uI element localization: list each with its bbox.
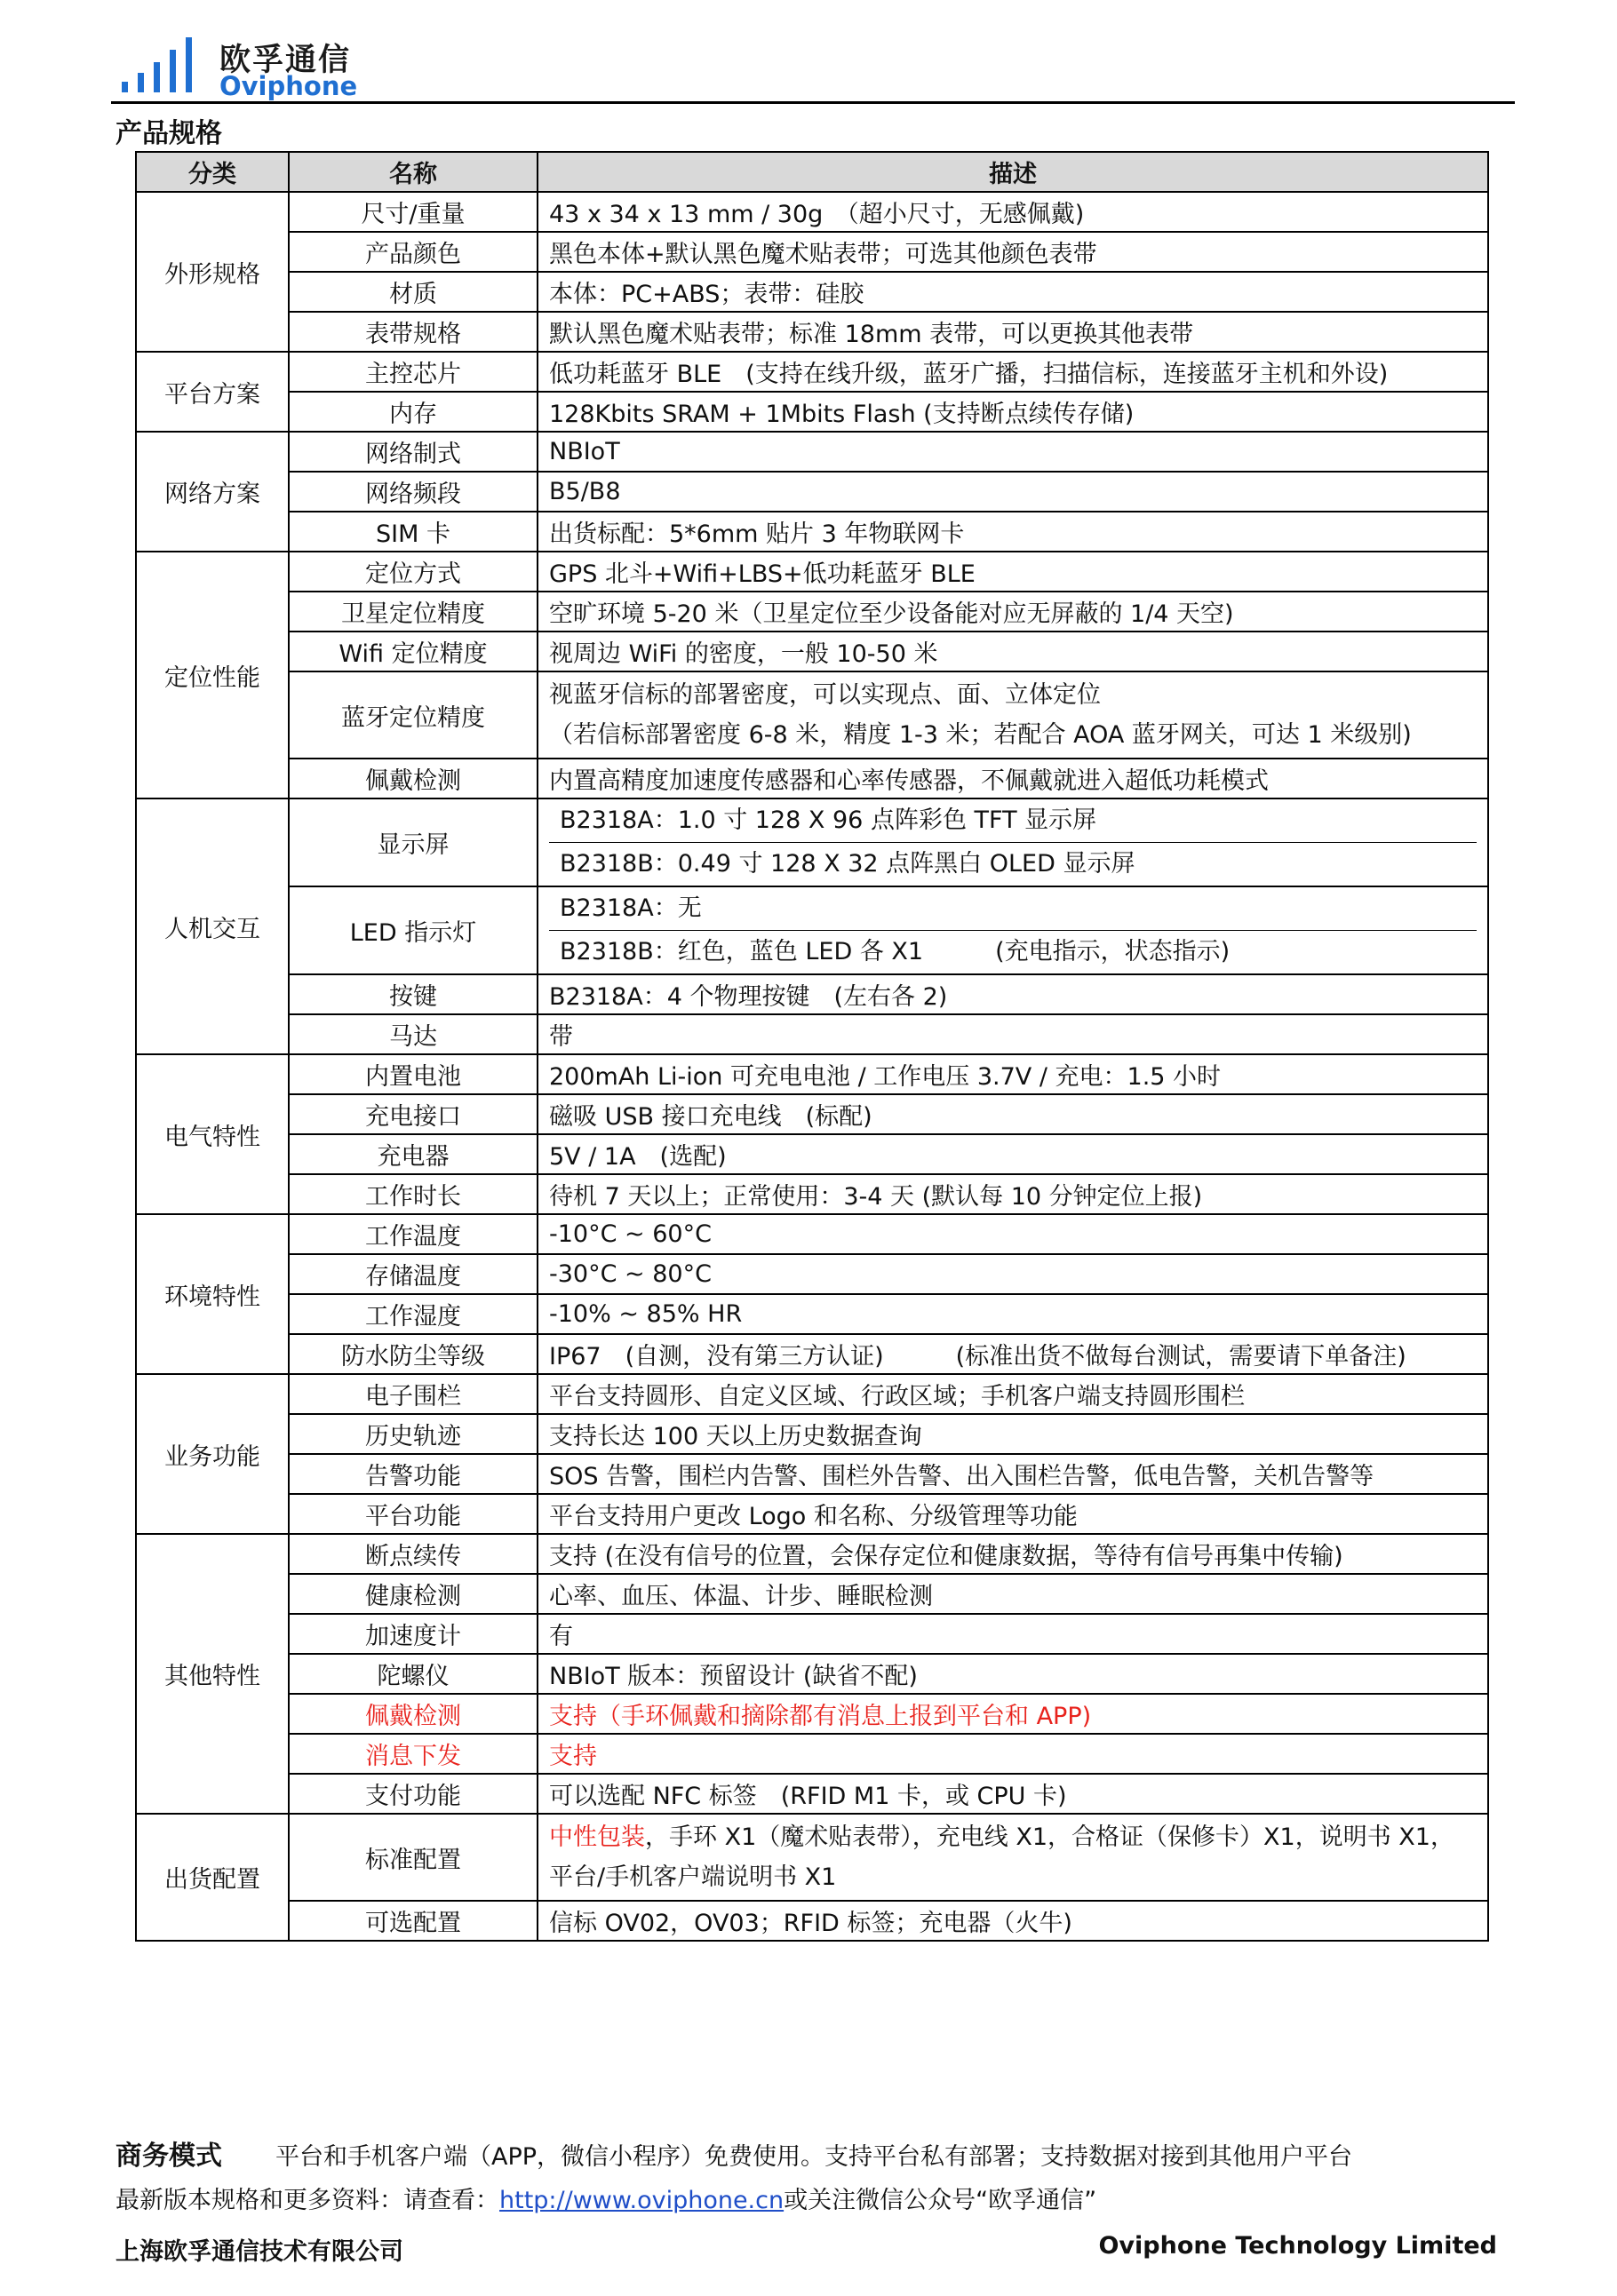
table-row (136, 1774, 1488, 1814)
table-row (136, 1334, 1488, 1374)
table-row (136, 1494, 1488, 1534)
category-cell: 平台方案 (136, 352, 289, 432)
highlight-text: 中性包装 (549, 1823, 645, 1851)
description-cell (538, 432, 1488, 472)
name-cell: 产品颜色 (289, 232, 538, 272)
description-cell (538, 232, 1488, 272)
category-cell: 出货配置 (136, 1814, 289, 1941)
name-cell: 工作温度 (289, 1214, 538, 1254)
category-cell: 人机交互 (136, 798, 289, 1054)
description-line: B2318A：1.0 寸 128 X 96 点阵彩色 TFT 显示屏 (549, 799, 1477, 843)
description-line: 视周边 WiFi 的密度，一般 10-50 米 (549, 640, 938, 668)
description-cell (538, 1014, 1488, 1054)
description-cell (538, 1334, 1488, 1374)
description-line: 黑色本体+默认黑色魔术贴表带；可选其他颜色表带 (549, 241, 1097, 268)
table-row (136, 1134, 1488, 1174)
description-cell (538, 592, 1488, 632)
description-cell (538, 192, 1488, 232)
table-row (136, 432, 1488, 472)
name-cell: 断点续传 (289, 1534, 538, 1574)
header-description: 描述 (538, 152, 1488, 192)
description-cell (538, 886, 1488, 974)
table-row (136, 1814, 1488, 1901)
name-cell: 蓝牙定位精度 (289, 671, 538, 759)
more-info (116, 2181, 1096, 2215)
description-line: NBIoT 版本：预留设计 (缺省不配) (549, 1663, 918, 1690)
description-cell (538, 1774, 1488, 1814)
name-cell: 佩戴检测 (289, 1694, 538, 1734)
category-cell: 网络方案 (136, 432, 289, 552)
description-cell (538, 671, 1488, 759)
table-row (136, 472, 1488, 512)
signal-bars-icon (120, 37, 204, 94)
table-row (136, 192, 1488, 232)
description-cell (538, 1454, 1488, 1494)
table-row (136, 592, 1488, 632)
description-line: 磁吸 USB 接口充电线 (标配) (549, 1103, 872, 1131)
name-cell: 健康检测 (289, 1574, 538, 1614)
category-cell: 电气特性 (136, 1054, 289, 1214)
more-info-prefix: 最新版本规格和更多资料：请查看： (116, 2187, 499, 2214)
name-cell: 标准配置 (289, 1814, 538, 1901)
description-cell (538, 1901, 1488, 1941)
description-line: B5/B8 (549, 478, 621, 505)
description-cell (538, 1134, 1488, 1174)
table-row (136, 1901, 1488, 1941)
category-cell: 其他特性 (136, 1534, 289, 1814)
business-model-title: 商务模式 (116, 2141, 222, 2172)
description-line: 支持 (549, 1743, 597, 1770)
description-cell (538, 1734, 1488, 1774)
page-header (120, 34, 1510, 103)
description-line: IP67 (自测，没有第三方认证) (标准出货不做每台测试，需要请下单备注) (549, 1343, 1406, 1370)
description-line: -10°C ~ 60°C (549, 1220, 712, 1248)
description-line: 5V / 1A (选配) (549, 1143, 727, 1171)
name-cell: 支付功能 (289, 1774, 538, 1814)
table-row (136, 512, 1488, 552)
name-cell: 陀螺仪 (289, 1654, 538, 1694)
website-link[interactable]: http://www.oviphone.cn (499, 2187, 785, 2214)
company-name-en: Oviphone Technology Limited (1098, 2232, 1497, 2260)
table-row (136, 1414, 1488, 1454)
name-cell: 充电接口 (289, 1094, 538, 1134)
description-cell (538, 1414, 1488, 1454)
description-line: 低功耗蓝牙 BLE (支持在线升级，蓝牙广播，扫描信标，连接蓝牙主机和外设) (549, 361, 1389, 388)
description-line: 空旷环境 5-20 米（卫星定位至少设备能对应无屏蔽的 1/4 天空) (549, 600, 1234, 628)
table-row (136, 671, 1488, 759)
description-line: SOS 告警，围栏内告警、围栏外告警、出入围栏告警，低电告警，关机告警等 (549, 1463, 1374, 1490)
name-cell: 历史轨迹 (289, 1414, 538, 1454)
name-cell: 尺寸/重量 (289, 192, 538, 232)
description-line: 平台支持圆形、自定义区域、行政区域；手机客户端支持圆形围栏 (549, 1383, 1245, 1410)
name-cell: 加速度计 (289, 1614, 538, 1654)
description-line: 内置高精度加速度传感器和心率传感器，不佩戴就进入超低功耗模式 (549, 767, 1269, 795)
spec-table-body (136, 192, 1488, 1941)
name-cell: 内存 (289, 392, 538, 432)
description-text: ，手环 X1（魔术贴表带），充电线 X1，合格证（保修卡）X1，说明书 X1， (645, 1823, 1454, 1851)
table-row (136, 1534, 1488, 1574)
description-cell (538, 1574, 1488, 1614)
name-cell: 按键 (289, 974, 538, 1014)
name-cell: 充电器 (289, 1134, 538, 1174)
description-line: 出货标配：5*6mm 贴片 3 年物联网卡 (549, 520, 965, 548)
table-row (136, 1374, 1488, 1414)
name-cell: 佩戴检测 (289, 759, 538, 798)
description-cell (538, 512, 1488, 552)
table-row (136, 1214, 1488, 1254)
table-row (136, 1654, 1488, 1694)
section-title: 产品规格 (116, 118, 222, 149)
header-name: 名称 (289, 152, 538, 192)
name-cell: 工作湿度 (289, 1294, 538, 1334)
name-cell: SIM 卡 (289, 512, 538, 552)
category-cell: 外形规格 (136, 192, 289, 352)
category-cell: 定位性能 (136, 552, 289, 798)
name-cell: 定位方式 (289, 552, 538, 592)
description-line: 平台/手机客户端说明书 X1 (549, 1863, 837, 1891)
description-cell (538, 1254, 1488, 1294)
name-cell: 存储温度 (289, 1254, 538, 1294)
description-cell (538, 552, 1488, 592)
logo-chinese-name: 欧孚通信 (219, 43, 352, 78)
name-cell: 主控芯片 (289, 352, 538, 392)
description-line: 带 (549, 1023, 573, 1051)
description-line: 可以选配 NFC 标签 (RFID M1 卡，或 CPU 卡) (549, 1783, 1067, 1810)
description-line: 平台支持用户更改 Logo 和名称、分级管理等功能 (549, 1503, 1078, 1530)
name-cell: Wifi 定位精度 (289, 632, 538, 671)
table-row (136, 272, 1488, 312)
table-row (136, 1294, 1488, 1334)
name-cell: 内置电池 (289, 1054, 538, 1094)
table-row (136, 1174, 1488, 1214)
description-line: 信标 OV02，OV03；RFID 标签；充电器（火牛) (549, 1910, 1072, 1937)
description-line: 心率、血压、体温、计步、睡眠检测 (549, 1583, 933, 1610)
name-cell: 工作时长 (289, 1174, 538, 1214)
description-line: 视蓝牙信标的部署密度，可以实现点、面、立体定位 (549, 681, 1101, 709)
description-line: （若信标部署密度 6-8 米，精度 1-3 米；若配合 AOA 蓝牙网关，可达 1 米级别) (549, 721, 1412, 749)
business-model (116, 2133, 1352, 2173)
table-row (136, 1054, 1488, 1094)
name-cell: LED 指示灯 (289, 886, 538, 974)
name-cell: 电子围栏 (289, 1374, 538, 1414)
spec-table (135, 151, 1489, 1942)
business-model-text: 平台和手机客户端（APP，微信小程序）免费使用。支持平台私有部署；支持数据对接到其他用户平台 (275, 2143, 1353, 2171)
description-line: 待机 7 天以上；正常使用：3-4 天 (默认每 10 分钟定位上报) (549, 1183, 1203, 1211)
more-info-suffix: 或关注微信公众号“欧孚通信” (784, 2187, 1097, 2214)
description-cell (538, 472, 1488, 512)
name-cell: 防水防尘等级 (289, 1334, 538, 1374)
table-row (136, 232, 1488, 272)
name-cell: 网络制式 (289, 432, 538, 472)
description-cell (538, 1694, 1488, 1734)
name-cell: 告警功能 (289, 1454, 538, 1494)
name-cell: 平台功能 (289, 1494, 538, 1534)
category-cell: 环境特性 (136, 1214, 289, 1374)
description-line: 128Kbits SRAM + 1Mbits Flash (支持断点续传存储) (549, 401, 1135, 428)
description-line: 43 x 34 x 13 mm / 30g （超小尺寸，无感佩戴) (549, 201, 1085, 228)
description-line: -30°C ~ 80°C (549, 1260, 712, 1288)
description-cell (538, 312, 1488, 352)
description-cell (538, 798, 1488, 886)
name-cell: 材质 (289, 272, 538, 312)
description-cell (538, 1374, 1488, 1414)
description-line: 本体：PC+ABS；表带：硅胶 (549, 281, 864, 308)
table-row (136, 1014, 1488, 1054)
description-line: B2318B：红色，蓝色 LED 各 X1 (充电指示，状态指示) (560, 938, 1231, 965)
table-row (136, 1454, 1488, 1494)
description-cell (538, 272, 1488, 312)
description-line: 200mAh Li-ion 可充电电池 / 工作电压 3.7V / 充电：1.5 小时 (549, 1063, 1222, 1091)
table-row (136, 1574, 1488, 1614)
description-cell (538, 352, 1488, 392)
table-row (136, 312, 1488, 352)
description-cell (538, 1214, 1488, 1254)
description-line: 支持长达 100 天以上历史数据查询 (549, 1423, 922, 1450)
description-cell (538, 1494, 1488, 1534)
description-cell (538, 1174, 1488, 1214)
table-row (136, 392, 1488, 432)
description-cell (538, 759, 1488, 798)
table-header-row (136, 152, 1488, 192)
name-cell: 表带规格 (289, 312, 538, 352)
description-cell (538, 392, 1488, 432)
description-line: GPS 北斗+Wifi+LBS+低功耗蓝牙 BLE (549, 560, 976, 588)
table-row (136, 1734, 1488, 1774)
description-cell (538, 1054, 1488, 1094)
table-row (136, 1254, 1488, 1294)
name-cell: 网络频段 (289, 472, 538, 512)
description-cell (538, 1294, 1488, 1334)
table-row (136, 352, 1488, 392)
header-category: 分类 (136, 152, 289, 192)
name-cell: 可选配置 (289, 1901, 538, 1941)
description-line: 默认黑色魔术贴表带；标准 18mm 表带，可以更换其他表带 (549, 321, 1194, 348)
table-row (136, 759, 1488, 798)
table-row (136, 974, 1488, 1014)
description-cell (538, 974, 1488, 1014)
category-cell: 业务功能 (136, 1374, 289, 1534)
description-cell (538, 1614, 1488, 1654)
description-cell (538, 632, 1488, 671)
company-name-cn: 上海欧孚通信技术有限公司 (116, 2238, 403, 2266)
description-line: NBIoT (549, 438, 620, 465)
name-cell: 消息下发 (289, 1734, 538, 1774)
description-line: 有 (549, 1623, 573, 1650)
table-row (136, 1694, 1488, 1734)
name-cell: 显示屏 (289, 798, 538, 886)
table-row (136, 886, 1488, 974)
description-cell (538, 1094, 1488, 1134)
table-row (136, 1614, 1488, 1654)
table-row (136, 552, 1488, 592)
header-divider (111, 101, 1515, 104)
table-row (136, 632, 1488, 671)
logo-english-name: Oviphone (219, 71, 358, 101)
table-row (136, 798, 1488, 886)
name-cell: 卫星定位精度 (289, 592, 538, 632)
description-line: B2318A：无 (549, 887, 1477, 931)
description-line: 支持 (在没有信号的位置，会保存定位和健康数据，等待有信号再集中传输) (549, 1543, 1343, 1570)
description-line: B2318B：0.49 寸 128 X 32 点阵黑白 OLED 显示屏 (560, 850, 1135, 878)
description-cell (538, 1654, 1488, 1694)
description-cell (538, 1814, 1488, 1901)
description-line: -10% ~ 85% HR (549, 1300, 743, 1328)
description-line: B2318A：4 个物理按键 (左右各 2) (549, 983, 948, 1011)
description-line: 支持（手环佩戴和摘除都有消息上报到平台和 APP) (549, 1703, 1092, 1730)
description-line (549, 1817, 1477, 1857)
name-cell: 马达 (289, 1014, 538, 1054)
description-cell (538, 1534, 1488, 1574)
table-row (136, 1094, 1488, 1134)
